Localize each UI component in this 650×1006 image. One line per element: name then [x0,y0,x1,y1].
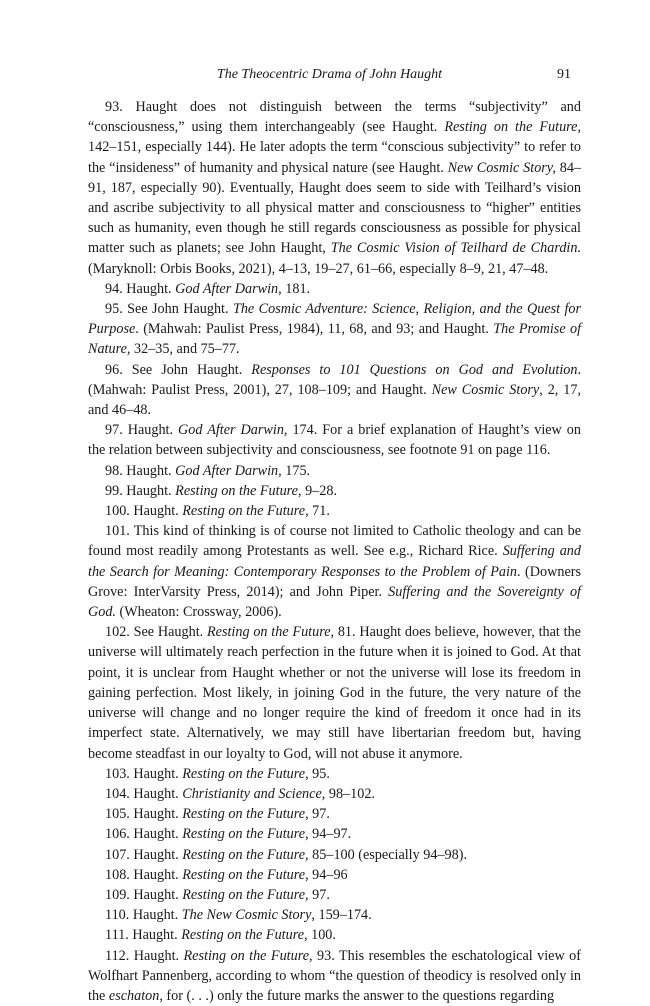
endnote-101: 101. This kind of thinking is of course not limited to Catholic theology and can be found most readily among Protestants as well. See e.g., Richard Rice. Suffering and the Search for Meaning: Contemporary Responses to the Problem of Pain. (Downers Grove: InterVarsity Press, 2014); and John Piper. Suffering and the Sovereignty of God. (Wheaton: Crossway, 2006). [88,523,581,621]
endnote-94: 94. Haught. God After Darwin, 181. [105,280,311,297]
endnote-97: 97. Haught. God After Darwin, 174. For a brief explanation of Haught’s view on the relation between subjectivity and consciousness, see footnote 91 on page 116. [88,422,581,459]
endnote-105: 105. Haught. Resting on the Future, 97. [105,806,330,823]
endnote-109: 109. Haught. Resting on the Future, 97. [105,886,330,903]
endnote-100: 100. Haught. Resting on the Future, 71. [105,503,330,520]
endnote-98: 98. Haught. God After Darwin, 175. [105,462,311,479]
endnote-93: 93. Haught does not distinguish between the terms “subjectivity” and “consciousness,” using them interchangeably (see Haught. Resting on the Future, 142–151, especially 144). He later adopts the term “conscious subjectivity” to refer to the “insideness” of humanity and physical nature (see Haught. New Cosmic Story, 84–91, 187, especially 90). Eventually, Haught does seem to side with Teilhard’s vision and ascribe subjectivity to all physical matter and consciousness to “higher” entities such as humanity, even though he still regards consciousness as possible for physical matter such as planets; see John Haught, The Cosmic Vision of Teilhard de Chardin. (Maryknoll: Orbis Books, 2021), 4–13, 19–27, 61–66, especially 8–9, 21, 47–48. [88,99,582,277]
page-number: 91 [557,67,571,82]
endnote-112: 112. Haught. Resting on the Future, 93. This resembles the eschatological view of Wolfhart Pannenberg, according to whom “the question of theodicy is resolved only in the eschaton, for (. . .) only the future marks the answer to the questions regarding [88,947,581,1004]
endnote-108: 108. Haught. Resting on the Future, 94–96 [105,866,348,883]
running-title: The Theocentric Drama of John Haught [216,67,443,82]
endnote-95: 95. See John Haught. The Cosmic Adventure: Science, Religion, and the Quest for Purpose. (Mahwah: Paulist Press, 1984), 11, 68, and 93; and Haught. The Promise of Nature, 32–35, and 75–77. [88,301,582,358]
endnote-99: 99. Haught. Resting on the Future, 9–28. [105,482,337,499]
endnote-110: 110. Haught. The New Cosmic Story, 159–174. [105,907,372,924]
endnote-106: 106. Haught. Resting on the Future, 94–97. [105,826,352,843]
endnote-102: 102. See Haught. Resting on the Future, 81. Haught does believe, however, that the universe will ultimately reach perfection in the future when it is joined to God. At that point, it is unclear from Haught whether or not the universe will lose its freedom in gaining perfection. Most likely, in joining God in the future, the very nature of the universe will change and no longer require the kind of freedom it once had in its imperfect state. Alternatively, we may still have libertarian freedom but, having become steadfast in our loyalty to God, will not abuse it anymore. [88,624,581,762]
endnote-111: 111. Haught. Resting on the Future, 100. [105,927,336,944]
endnote-96: 96. See John Haught. Responses to 101 Questions on God and Evolution. (Mahwah: Paulist Press, 2001), 27, 108–109; and Haught. New Cosmic Story, 2, 17, and 46–48. [88,361,582,419]
endnotes-list [88,97,581,1006]
endnote-103: 103. Haught. Resting on the Future, 95. [105,765,330,782]
running-head [88,67,571,87]
endnote-104: 104. Haught. Christianity and Science, 98–102. [105,785,375,802]
endnote-107: 107. Haught. Resting on the Future, 85–100 (especially 94–98). [105,846,467,863]
